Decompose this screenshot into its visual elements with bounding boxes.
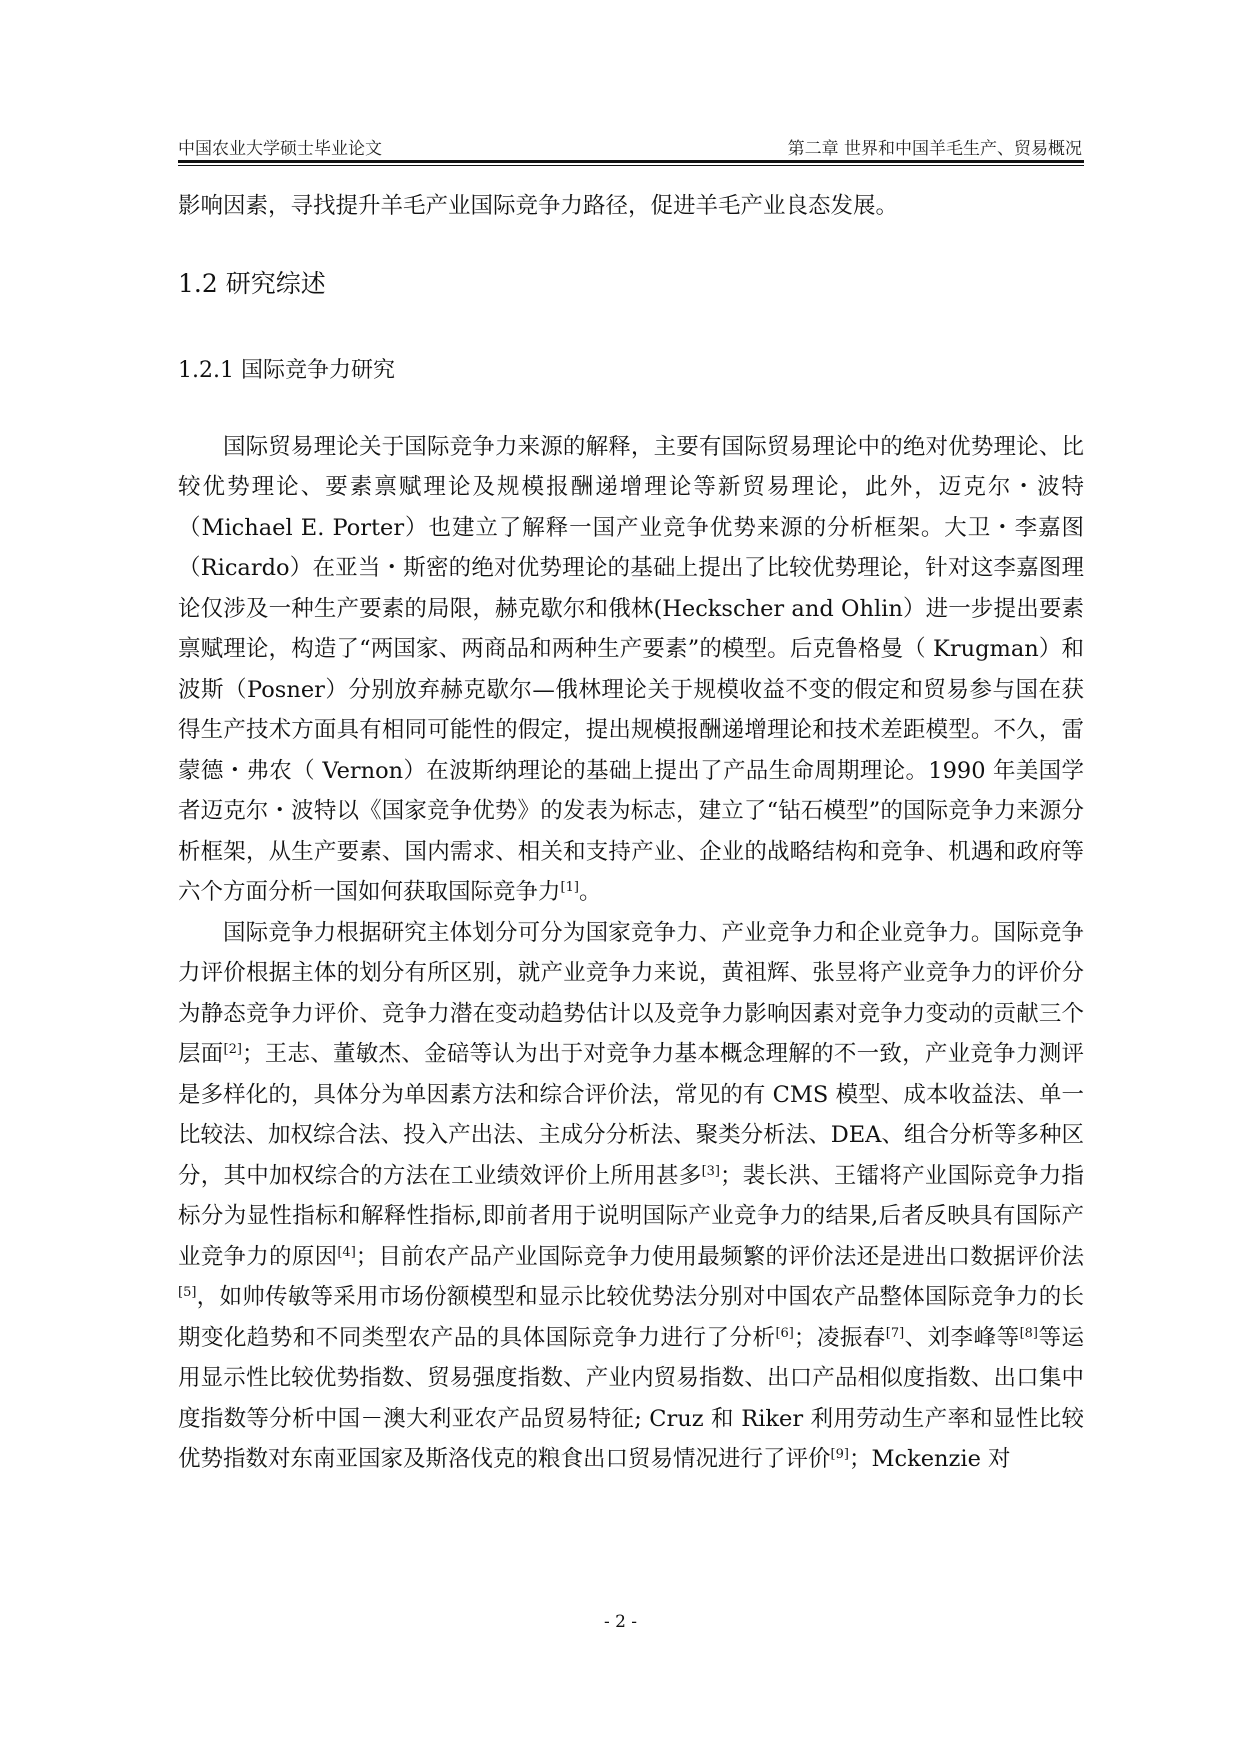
paragraph-2-part: 国际竞争力根据研究主体划分可分为国家竞争力、产业竞争力和企业竞争力。国际竞争力评价根据主体的划分有所区别，就产业竞争力来说，黄祖辉、张昱将产业竞争力的评价分为静态竞争力评价、竞争力潜在变动趋势估计以及竞争力影响因素对竞争力变动的贡献三个层面 [178, 919, 1084, 1067]
intro-line: 影响因素，寻找提升羊毛产业国际竞争力路径，促进羊毛产业良态发展。 [178, 193, 899, 219]
paragraph-1-text: 国际贸易理论关于国际竞争力来源的解释，主要有国际贸易理论中的绝对优势理论、比较优势理论、要素禀赋理论及规模报酬递增理论等新贸易理论，此外，迈克尔・波特（Michael E. Porter）也建立了解释一国产业竞争优势来源的分析框架。大卫・李嘉图（Ricardo）在亚当・斯密的绝对优势理论的基础上提出了比较优势理论，针对这李嘉图理论仅涉及一种生产要素的局限，赫克歇尔和俄林(Heckscher and Ohlin）进一步提出要素禀赋理论，构造了“两国家、两商品和两种生产要素”的模型。后克鲁格曼（ Krugman）和波斯（Posner）分别放弃赫克歇尔—俄林理论关于规模收益不变的假定和贸易参与国在获得生产技术方面具有相同可能性的假定，提出规模报酬递增理论和技术差距模型。不久，雷蒙德・弗农（ Vernon）在波斯纳理论的基础上提出了产品生命周期理论。1990 年美国学者迈克尔・波特以《国家竞争优势》的发表为标志，建立了“钻石模型”的国际竞争力来源分析框架，从生产要素、国内需求、相关和支持产业、企业的战略结构和竞争、机遇和政府等六个方面分析一国如何获取国际竞争力 [178, 433, 1084, 905]
paragraph-2-part: ；凌振春 [793, 1324, 886, 1351]
citation-6: [6] [775, 1325, 794, 1341]
thesis-title-header: 中国农业大学硕士毕业论文 [178, 139, 382, 159]
subsection-number: 1.2.1 [178, 357, 234, 383]
paragraph-2-part: 、刘李峰等 [904, 1324, 1020, 1351]
page-number: - 2 - [603, 1612, 638, 1632]
paragraph-1-end: 。 [578, 879, 602, 905]
section-heading [178, 267, 1084, 301]
paragraph-2-part: ；Mckenzie 对 [848, 1446, 1011, 1472]
chapter-title-header: 第二章 世界和中国羊毛生产、贸易概况 [787, 139, 1082, 159]
citation-2: [2] [223, 1042, 242, 1057]
page-body [178, 186, 1084, 1480]
section-number: 1.2 [178, 268, 218, 298]
citation-3: [3] [701, 1163, 721, 1179]
citation-8: [8] [1019, 1325, 1038, 1341]
subsection-title: 国际竞争力研究 [240, 357, 395, 383]
paragraph-2-part: ；王志、董敏杰、金碚等认为出于对竞争力基本概念理解的不一致，产业竞争力测评是多样化的，具体分为单因素方法和综合评价法，常见的有 CMS 模型、成本收益法、单一比较法、加权综合法、投入产出法、主成分分析法、聚类分析法、DEA、组合分析等多种区分，其中加权综合的方法在工业绩效评价上所用甚多 [178, 1041, 1084, 1189]
header-rule-thin [178, 165, 1084, 166]
citation-7: [7] [885, 1325, 905, 1341]
header-rule-thick [178, 160, 1084, 163]
paragraph-1 [178, 427, 1084, 913]
citation-9: [9] [830, 1447, 849, 1462]
paragraph-2-part: ；裴长洪、王镭将产业国际竞争力指标分为显性指标和解释性指标,即前者用于说明国际产业竞争力的结果,后者反映具有国际产业竞争力的原因 [178, 1162, 1084, 1270]
paragraph-2-part: 等运用显示性比较优势指数、贸易强度指数、产业内贸易指数、出口产品相似度指数、出口集中度指数等分析中国－澳大利亚农产品贸易特征; Cruz 和 Riker 利用劳动生产率和显性比较优势指数对东南亚国家及斯洛伐克的粮食出口贸易情况进行了评价 [178, 1324, 1084, 1472]
citation-1: [1] [560, 880, 579, 895]
running-header [178, 134, 1084, 158]
subsection-heading [178, 355, 1084, 387]
paragraph-2-part: ；目前农产品产业国际竞争力使用最频繁的评价法还是进出口数据评价法 [355, 1243, 1084, 1270]
citation-5: [5] [178, 1285, 197, 1300]
citation-4: [4] [337, 1244, 356, 1260]
paragraph-2 [178, 913, 1084, 1480]
section-title: 研究综述 [225, 268, 326, 298]
paragraph-2-part: ，如帅传敏等采用市场份额模型和显示比较优势法分别对中国农产品整体国际竞争力的长期变化趋势和不同类型农产品的具体国际竞争力进行了分析 [178, 1284, 1084, 1351]
